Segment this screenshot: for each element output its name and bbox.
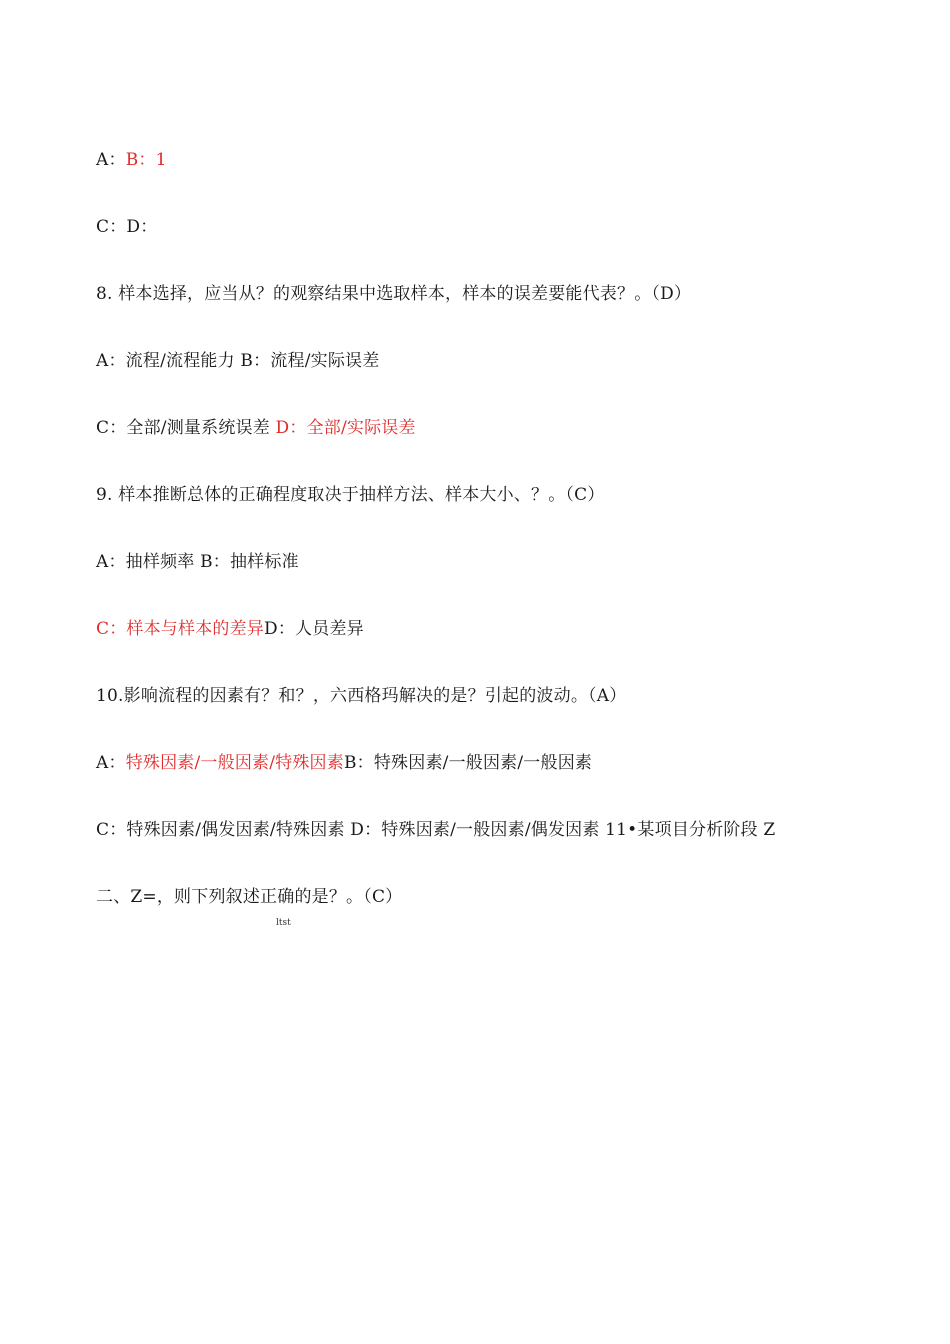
question-8-ab-text: A：流程/流程能力 B：流程/实际误差	[96, 351, 380, 371]
question-9-options-ab	[96, 551, 299, 573]
question-11	[96, 886, 402, 908]
answer-line-ab-1	[96, 149, 167, 171]
question-10-text: 10.影响流程的因素有？和？，六西格玛解决的是？引起的波动。（A）	[96, 686, 627, 706]
question-8	[96, 283, 691, 305]
option-cd-label: C：D：	[96, 217, 158, 237]
question-10-options-ab	[96, 752, 592, 774]
option-a-label: A：	[96, 150, 126, 170]
question-10-options-cd	[96, 819, 775, 841]
question-11-subscript: ltst	[276, 918, 291, 928]
question-8-options-cd	[96, 417, 416, 439]
option-b-answer: B：1	[125, 150, 167, 170]
question-9-text: 9. 样本推断总体的正确程度取决于抽样方法、样本大小、？。（C）	[96, 485, 605, 505]
question-8-options-ab	[96, 350, 379, 372]
question-10-a-label: A：	[96, 753, 126, 773]
question-11-text: 二、Z=，则下列叙述正确的是？。（C）	[96, 887, 403, 907]
question-9-ab-text: A：抽样频率 B：抽样标准	[96, 552, 299, 572]
question-9	[96, 484, 605, 506]
question-10	[96, 685, 626, 707]
answer-line-cd-1	[96, 216, 157, 238]
question-8-d-answer: D：全部/实际误差	[275, 418, 416, 438]
question-9-c-answer: C：样本与样本的差异	[96, 619, 265, 639]
question-9-d-text: D：人员差异	[264, 619, 364, 639]
question-8-c-text: C：全部/测量系统误差	[96, 418, 276, 438]
question-9-options-cd	[96, 618, 364, 640]
question-10-b-text: B：特殊因素/一般因素/一般因素	[343, 753, 593, 773]
question-10-cd-text: C：特殊因素/偶发因素/特殊因素 D：特殊因素/一般因素/偶发因素 11•某项目分析阶段 Z	[96, 820, 776, 840]
question-10-a-answer: 特殊因素/一般因素/特殊因素	[125, 753, 344, 773]
question-8-text: 8. 样本选择，应当从？的观察结果中选取样本，样本的误差要能代表？。（D）	[96, 284, 692, 304]
